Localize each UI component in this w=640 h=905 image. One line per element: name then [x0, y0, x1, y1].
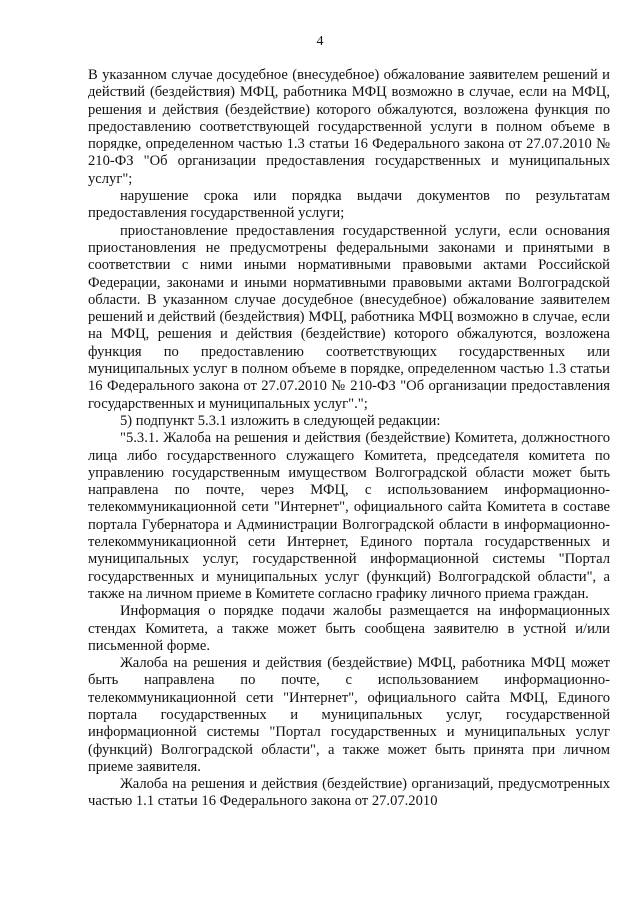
document-body: [88, 67, 610, 811]
page-number: 4: [316, 34, 324, 49]
paragraph-2: нарушение срока или порядка выдачи документов по результатам предоставления государственной услуги;: [88, 188, 610, 222]
paragraph-1: В указанном случае досудебное (внесудебное) обжалование заявителем решений и действий (бездействия) МФЦ, работника МФЦ возможно в случае, если на МФЦ, решения и действия (бездействие) которого обжалуются, возложена функция по предоставлению соответствующей государственной услуги в полном объеме в порядке, определенном частью 1.3 статьи 16 Федерального закона от 27.07.2010 № 210-ФЗ "Об организации предоставления государственных и муниципальных услуг";: [88, 67, 610, 187]
paragraph-6: Информация о порядке подачи жалобы размещается на информационных стендах Комитета, а также может быть сообщена заявителю в устной и/или письменной форме.: [88, 603, 610, 654]
paragraph-4: 5) подпункт 5.3.1 изложить в следующей редакции:: [120, 412, 441, 429]
paragraph-5: "5.3.1. Жалоба на решения и действия (бездействие) Комитета, должностного лица либо государственного служащего Комитета, председателя комитета по управлению государственным имуществом Волгоградской области может быть направлена по почте, через МФЦ, с использованием информационно-телекоммуникационной сети "Интернет", официального сайта Комитета в составе портала Губернатора и Администрации Волгоградской области в информационно-телекоммуникационной сети Интернет, Единого портала государственных и муниципальных услуг, государственной информационной системы "Портал государственных и муниципальных услуг (функций) Волгоградской области", а также на личном приеме в Комитете согласно графику личного приема граждан.: [88, 430, 610, 602]
paragraph-7: Жалоба на решения и действия (бездействие) МФЦ, работника МФЦ может быть направлена по почте, с использованием информационно-телекоммуникационной сети "Интернет", официального сайта МФЦ, Единого портала государственных и муниципальных услуг, государственной информационной системы "Портал государственных и муниципальных услуг (функций) Волгоградской области", а также может быть принята при личном приеме заявителя.: [88, 655, 610, 775]
paragraph-3: приостановление предоставления государственной услуги, если основания приостановления не предусмотрены федеральными законами и принятыми в соответствии с ними иными нормативными правовыми актами Российской Федерации, законами и иными нормативными правовыми актами Волгоградской области. В указанном случае досудебное (внесудебное) обжалование заявителем решений и действий (бездействия) МФЦ, работника МФЦ возможно в случае, если на МФЦ, решения и действия (бездействие) которого обжалуются, возложена функция по предоставлению соответствующих государственных или муниципальных услуг в полном объеме в порядке, определенном частью 1.3 статьи 16 Федерального закона от 27.07.2010 № 210-ФЗ "Об организации предоставления государственных и муниципальных услуг".";: [88, 222, 610, 412]
paragraph-8: Жалоба на решения и действия (бездействие) организаций, предусмотренных частью 1.1 статьи 16 Федерального закона от 27.07.2010: [88, 776, 610, 810]
